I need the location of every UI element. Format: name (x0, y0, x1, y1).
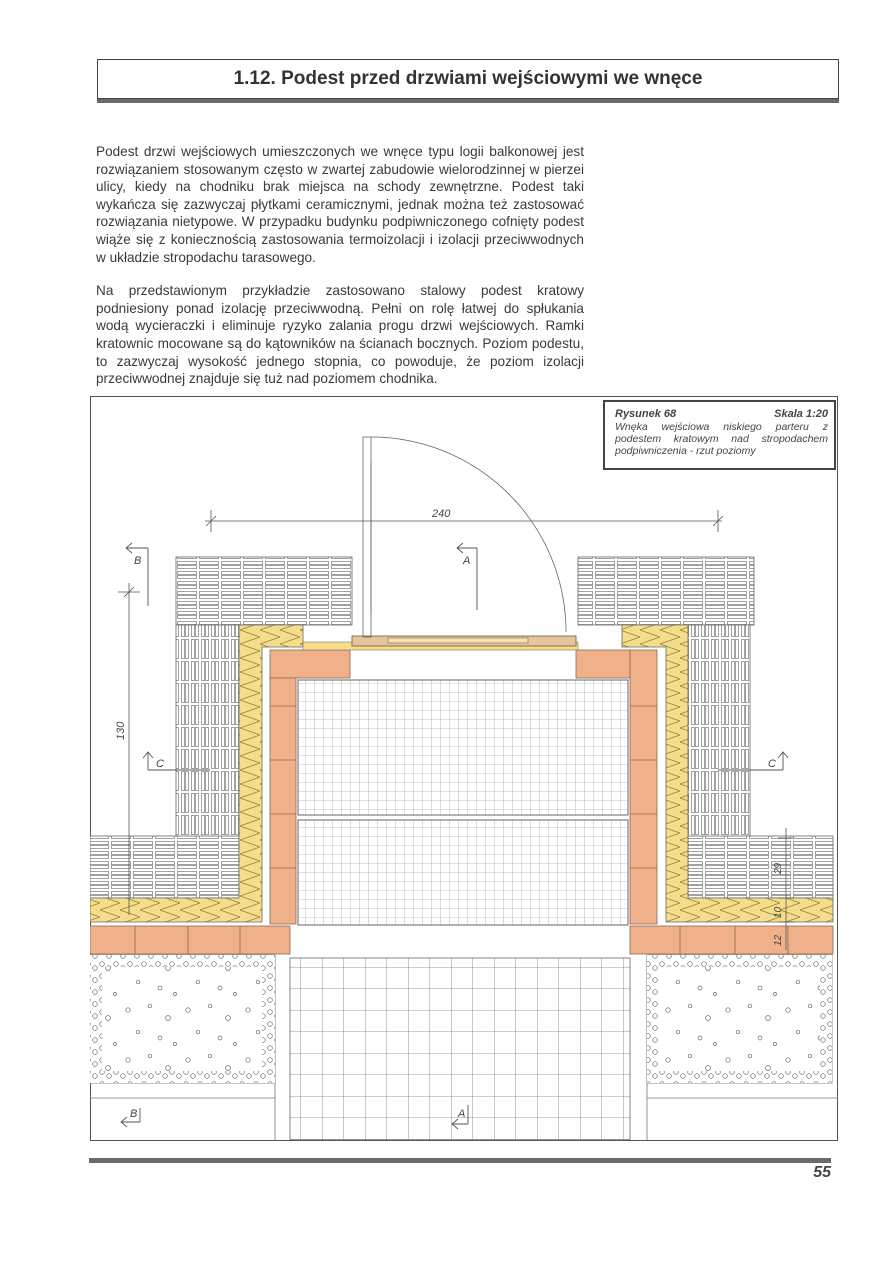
page-number: 55 (813, 1164, 831, 1181)
dim-10: 10 (773, 906, 784, 918)
footer-rule (89, 1158, 831, 1163)
gravel-left (90, 955, 275, 1083)
gravel-right (647, 955, 832, 1083)
door-threshold (303, 636, 578, 650)
section-header (97, 59, 839, 99)
steel-grating (298, 680, 628, 925)
section-a-top: A (463, 555, 471, 567)
door-swing (363, 437, 566, 637)
dim-width: 240 (432, 508, 451, 520)
header-rule (97, 99, 839, 103)
section-a-bottom: A (458, 1108, 466, 1120)
section-c-right: C (768, 758, 776, 770)
dim-depth: 130 (115, 721, 127, 740)
floor-plan-figure (90, 396, 838, 1141)
figure-label: Rysunek 68 (615, 408, 677, 420)
paragraph-2: Na przedstawionym przykładzie zastosowano stalowy podest kratowy podniesiony ponad izolację przeciwwodną. Pełni on rolę łatwej do spłukania wodą wycieraczki i eliminuje ryzyko zalania progu drzwi wejściowych. Ramki kratownic mocowane są do kątowników na ścianach bocznych. Poziom podestu, to zazwyczaj wysokość jednego stopnia, co powoduje, że poziom izolacji przeciwwodnej znajduje się tuż nad poziomem chodnika. (96, 283, 584, 387)
section-b-bottom: B (130, 1108, 138, 1120)
section-title: 1.12. Podest przed drzwiami wejściowymi we wnęce (233, 68, 703, 89)
paragraph-1: Podest drzwi wejściowych umieszczonych we wnęce typu logii balkonowej jest rozwiązaniem stosowanym często w zwartej zabudowie wielorodzinnej w pierzei ulicy, kiedy na chodniku brak miejsca na schody zewnętrzne. Podest taki wykańcza się zazwyczaj płytkami ceramicznymi, jednak można też zastosować rozwiązania nietypowe. W przypadku budynku podpiwniczonego cofnięty podest wiąże się z koniecznością zastosowania termoizolacji i izolacji przeciwwodnych w układzie stropodachu tarasowego. (96, 144, 584, 265)
section-b-top: B (134, 555, 142, 567)
dim-29: 29 (773, 862, 784, 874)
figure-scale: Skala 1:20 (774, 408, 828, 420)
figure-description: Wnęka wejściowa niskiego parteru z podestem kratowym nad stropodachem podpiwniczenia - rzut poziomy (615, 421, 828, 457)
section-c-left: C (156, 758, 164, 770)
body-text (96, 143, 584, 404)
dim-12: 12 (773, 934, 784, 946)
figure-caption (603, 400, 836, 470)
